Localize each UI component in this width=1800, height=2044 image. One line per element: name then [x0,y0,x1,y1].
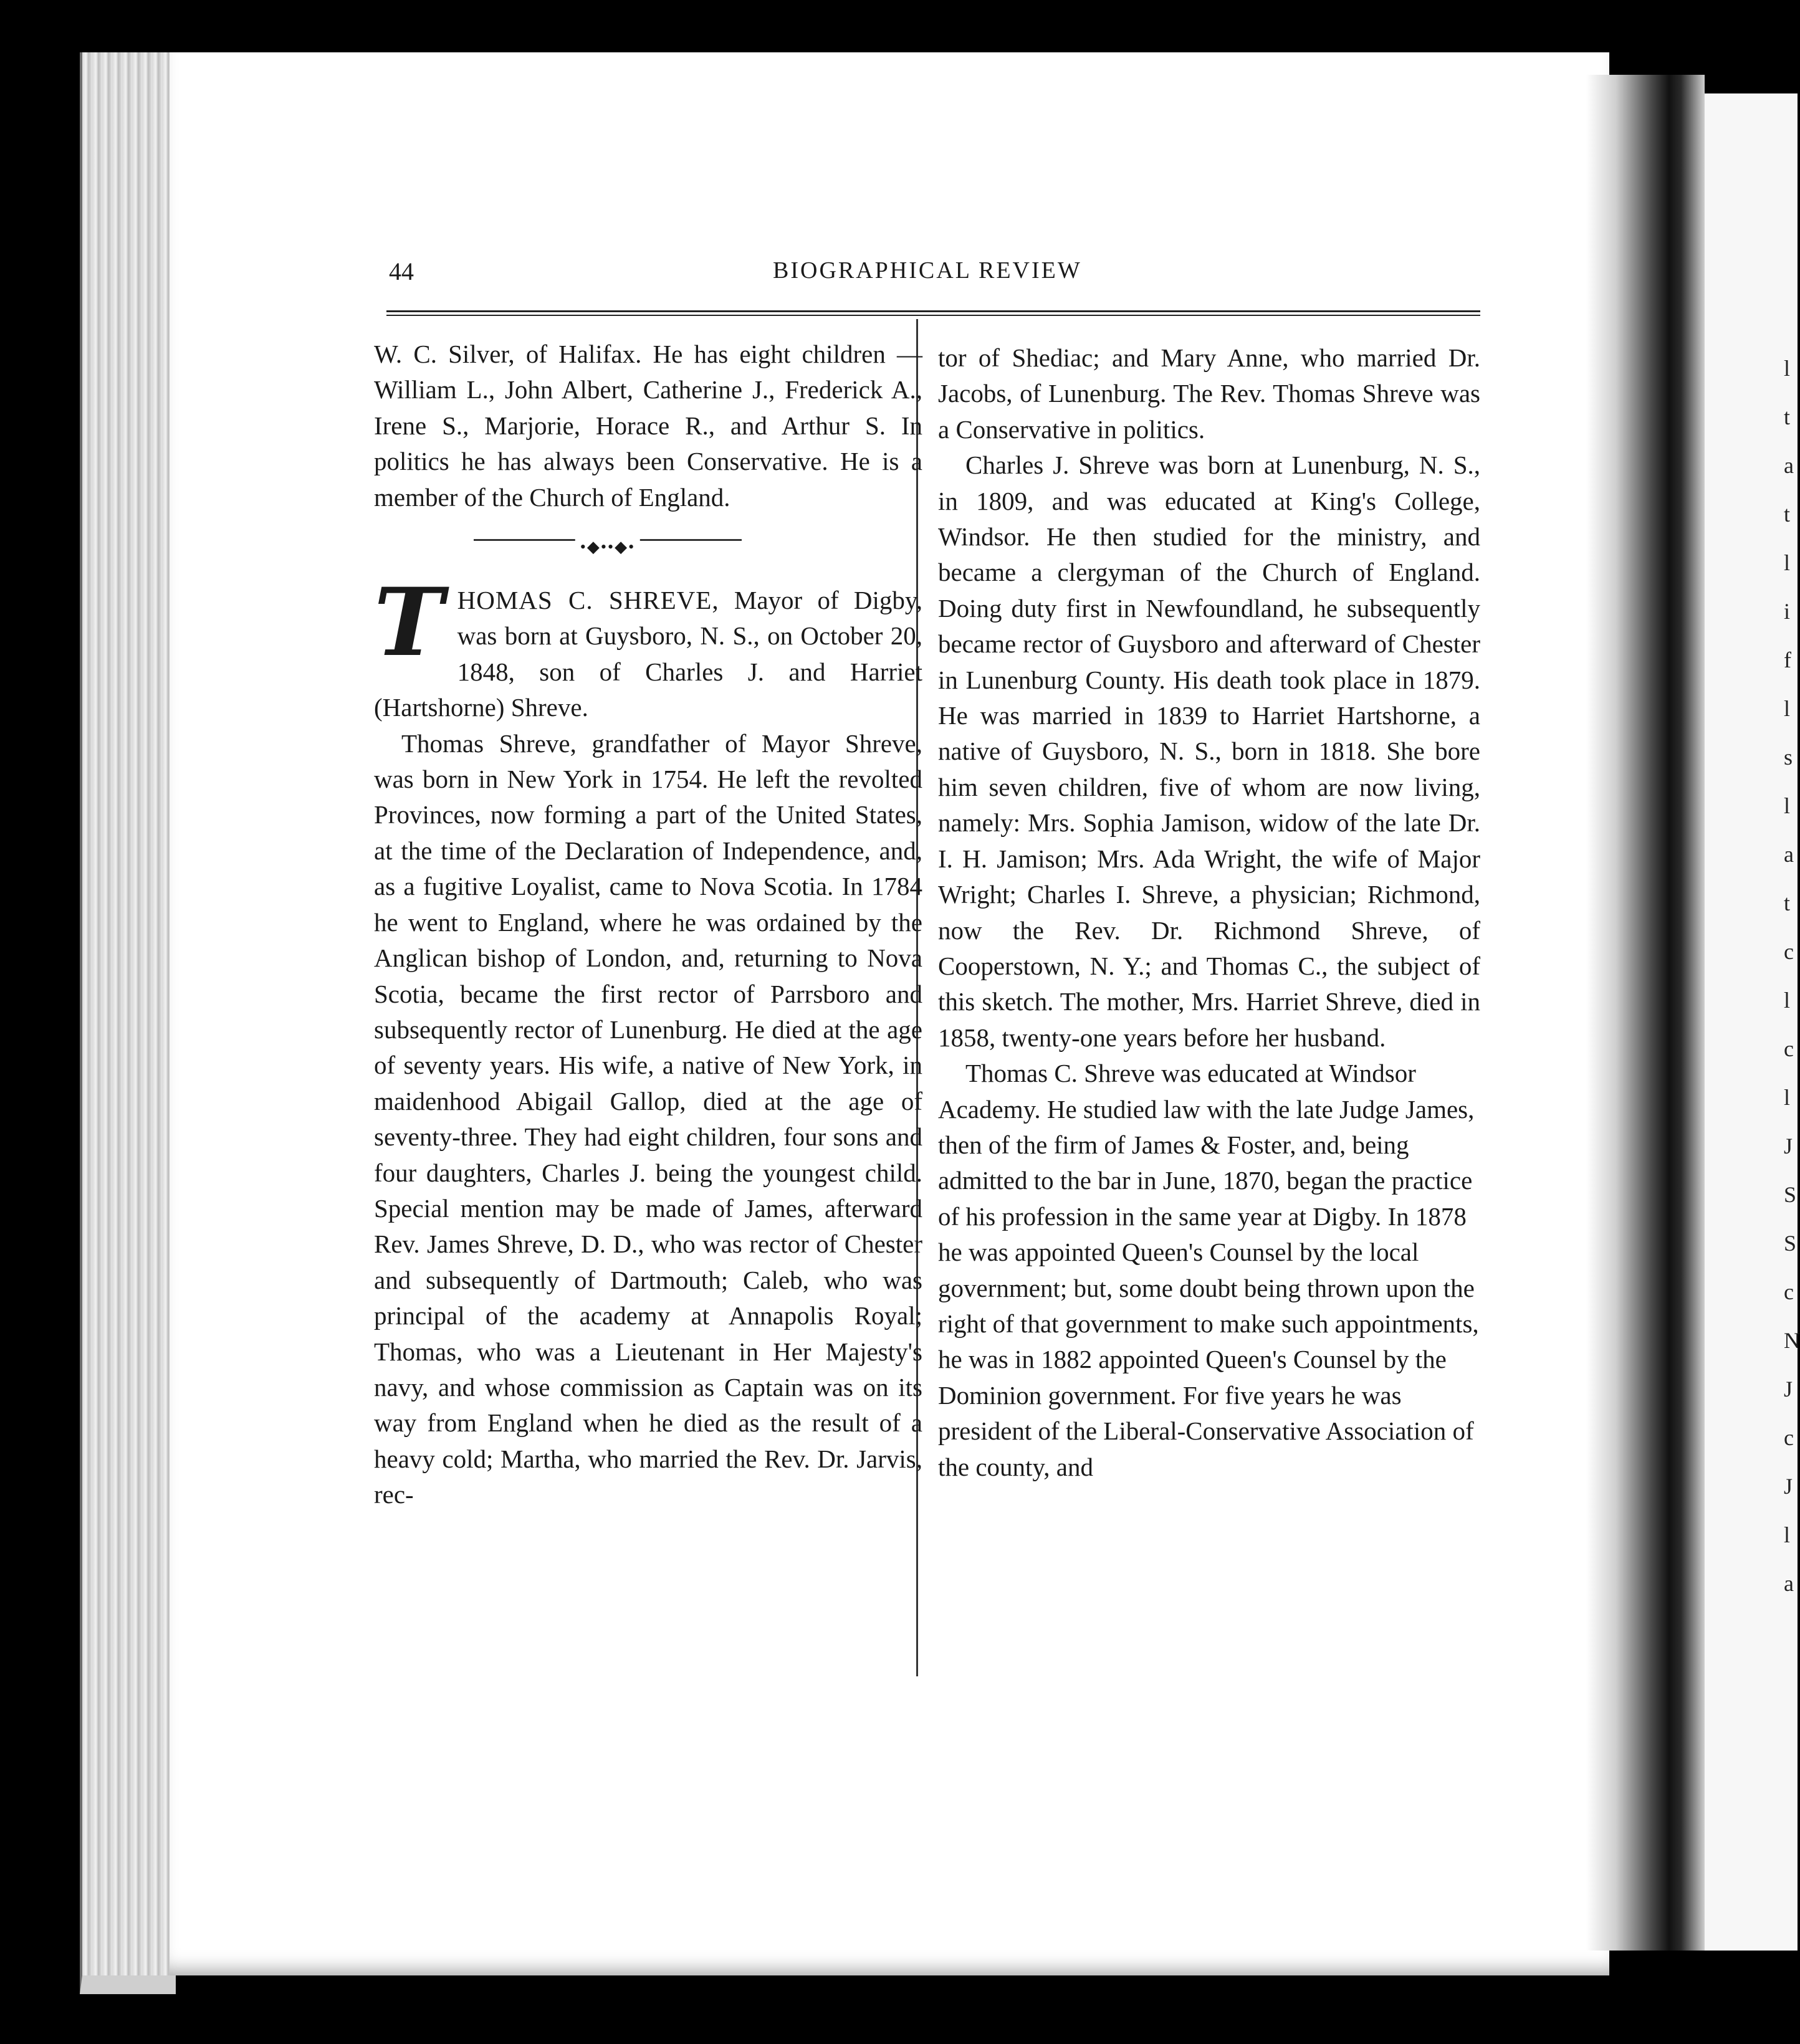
facing-page-letter: a [1784,1571,1794,1596]
section-divider [474,520,742,558]
header-rule [386,310,1480,316]
paragraph-silver-children: W. C. Silver, of Halifax. He has eight children — William L., John Albert, Catherine J., Frederick A., Irene S., Marjorie, Horace R., and Arthur S. In politics he has always been Conservative. He is a member of the Church of England. [374,340,922,512]
facing-page-letter: t [1784,891,1791,915]
intro-text: Mayor of Digby, was born at Guysboro, N. S., on October 20, 1848, son of Charles J. and Harriet (Hartshorne) Shreve. [374,586,922,722]
paragraph-continued: tor of Shediac; and Mary Anne, who married Dr. Jacobs, of Lunenburg. The Rev. Thomas Shreve was a Conservative in politics. [938,343,1480,444]
facing-page-letter: t [1784,404,1791,429]
facing-page-letter: l [1784,356,1791,381]
paragraph-thomas-career: Thomas C. Shreve was educated at Windsor Academy. He studied law with the late Judge James, then of the firm of James & Foster, and, being admitted to the bar in June, 1870, began the practice of his profession in the same year at Digby. In 1878 he was appointed Queen's Counsel by the local government; but, some doubt being thrown upon the right of that government to make such appointments, he was in 1882 appointed Queen's Counsel by the Dominion government. For five years he was president of the Liberal-Conservative Association of the county, and [938,1059,1479,1481]
facing-page-letter: J [1784,1377,1793,1402]
paragraph-shreve-intro [374,568,922,726]
facing-page-letter: l [1784,1522,1791,1547]
facing-page-letter: c [1784,1279,1794,1304]
facing-page-letter: s [1784,745,1793,770]
facing-page-letter: l [1784,550,1791,575]
facing-page-letter: a [1784,453,1794,478]
paragraph-charles-shreve: Charles J. Shreve was born at Lunenburg, N. S., in 1809, and was educated at King's College, Windsor. He then studied for the ministry, and became a clergyman of the Church of England. Doing duty first in Newfoundland, he subsequently became rector of Guysboro and afterward of Chester in Lunenburg County. His death took place in 1879. He was married in 1839 to Harriet Hartshorne, a native of Guysboro, N. S., born in 1818. She bore him seven children, five of whom are now living, namely: Mrs. Sophia Jamison, widow of the late Dr. I. H. Jamison; Mrs. Ada Wright, the wife of Major Wright; Charles I. Shreve, a physician; Richmond, now the Rev. Dr. Richmond Shreve, of Cooperstown, N. Y.; and Thomas C., the subject of this sketch. The mother, Mrs. Harriet Shreve, died in 1858, twenty-one years before her husband. [938,451,1480,1052]
subject-name: HOMAS C. SHREVE, [457,586,719,615]
facing-page-letter: i [1784,599,1791,624]
right-column [938,340,1480,1485]
facing-page-letter: f [1784,647,1791,672]
facing-page-letter: a [1784,842,1794,867]
facing-page-letter: c [1784,1036,1794,1061]
facing-page-letter: c [1784,1425,1794,1450]
page-number: 44 [389,257,414,285]
facing-page-letter: l [1784,1085,1791,1110]
divider-ornament: •◆••◆• [575,529,640,565]
facing-page-letter: J [1784,1474,1793,1499]
left-column [374,337,922,1513]
facing-page-letter: c [1784,939,1794,964]
facing-page-letter: N [1784,1328,1800,1353]
facing-page-letter: S [1784,1182,1797,1207]
book-page-edges [80,52,176,1994]
paragraph-grandfather: Thomas Shreve, grandfather of Mayor Shreve, was born in New York in 1754. He left the revolted Provinces, now forming a part of the United States, at the time of the Declaration of Independence, and, as a fugitive Loyalist, came to Nova Scotia. In 1784 he went to England, where he was ordained by the Anglican bishop of London, and, returning to Nova Scotia, became the first rector of Parrsboro and subsequently rector of Lunenburg. He died at the age of seventy years. His wife, a native of New York, in maidenhood Abigail Gallop, died at the age of seventy-three. They had eight children, four sons and four daughters, Charles J. being the youngest child. Special mention may be made of James, afterward Rev. James Shreve, D. D., who was rector of Chester and subsequently of Dartmouth; Caleb, who was principal of the academy at Annapolis Royal; Thomas, who was a Lieutenant in Her Majesty's navy, and whose commission as Captain was on its way from England when he died as the result of a heavy cold; Martha, who married the Rev. Dr. Jarvis, rec- [374,728,922,1509]
facing-page-letter: l [1784,988,1791,1013]
facing-page-letter: l [1784,696,1791,721]
drop-cap: T [374,568,444,678]
facing-page-letter: S [1784,1231,1797,1256]
facing-page-letter: J [1784,1134,1793,1158]
running-head-title: BIOGRAPHICAL REVIEW [773,257,1082,284]
page-gutter-shadow [1586,75,1705,1951]
facing-page-letter: t [1784,502,1791,527]
facing-page-letter: l [1784,793,1791,818]
